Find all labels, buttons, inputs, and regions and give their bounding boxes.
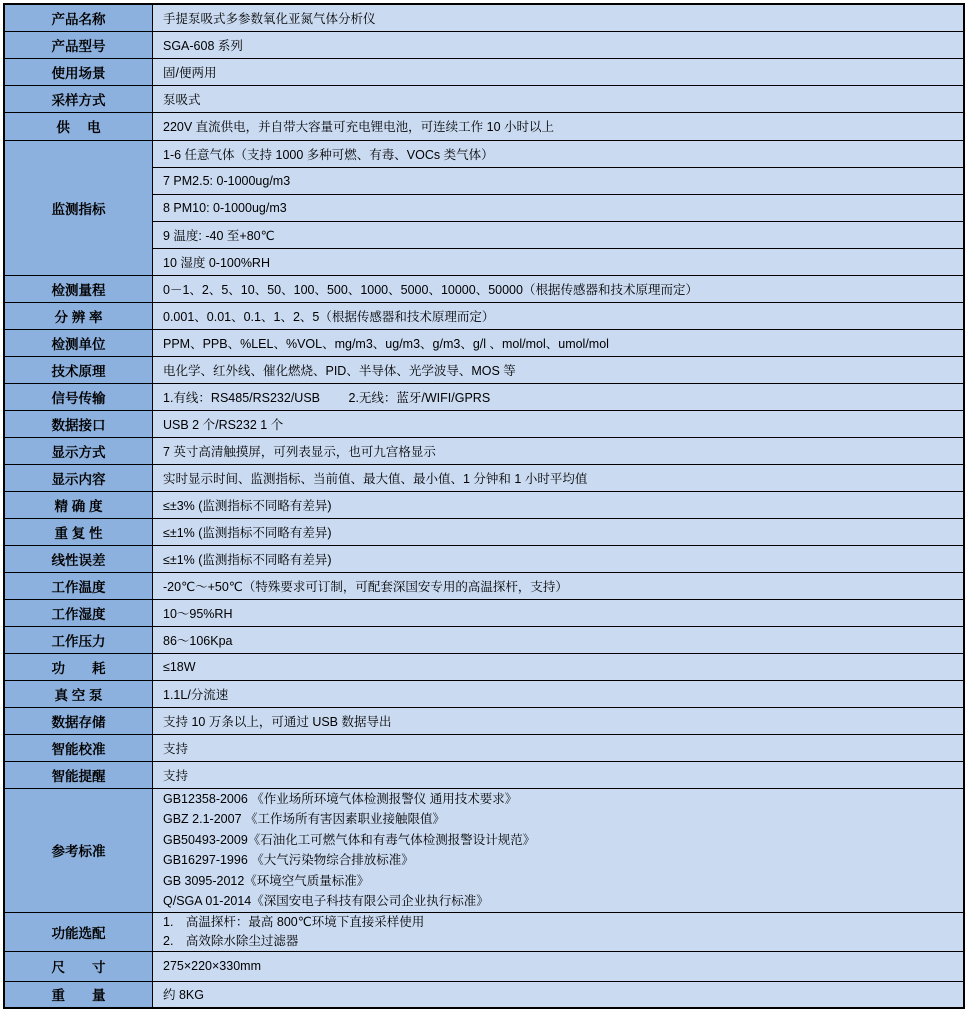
row-operating-pressure	[4, 626, 964, 653]
spec-label: 监测指标	[4, 140, 153, 275]
spec-value: 9 温度: -40 至+80℃	[153, 221, 965, 248]
spec-label: 检测量程	[4, 275, 153, 302]
spec-value: 1-6 任意气体（支持 1000 多种可燃、有毒、VOCs 类气体）	[153, 140, 965, 167]
spec-value: 0.001、0.01、0.1、1、2、5（根据传感器和技术原理而定）	[153, 302, 965, 329]
standard-line: GB12358-2006 《作业场所环境气体检测报警仪 通用技术要求》	[163, 791, 518, 806]
spec-value	[153, 788, 965, 912]
row-weight	[4, 981, 964, 1008]
row-linearity-error	[4, 545, 964, 572]
spec-value: 275×220×330mm	[153, 951, 965, 981]
row-power-supply	[4, 112, 964, 140]
spec-label: 供 电	[4, 112, 153, 140]
spec-label: 分 辨 率	[4, 302, 153, 329]
row-data-storage	[4, 707, 964, 734]
spec-value: 固/便两用	[153, 58, 965, 85]
spec-label: 智能提醒	[4, 761, 153, 788]
row-resolution	[4, 302, 964, 329]
row-smart-calibration	[4, 734, 964, 761]
spec-label: 采样方式	[4, 85, 153, 112]
standard-line: GB 3095-2012《环境空气质量标准》	[163, 873, 370, 888]
spec-label: 重 量	[4, 981, 153, 1008]
spec-label: 智能校准	[4, 734, 153, 761]
spec-value: ≤±1% (监测指标不同略有差异)	[153, 518, 965, 545]
row-dimensions	[4, 951, 964, 981]
spec-value	[153, 912, 965, 951]
spec-label: 真 空 泵	[4, 680, 153, 707]
spec-value: 8 PM10: 0-1000ug/m3	[153, 194, 965, 221]
spec-value: ≤±3% (监测指标不同略有差异)	[153, 491, 965, 518]
spec-label: 产品名称	[4, 4, 153, 31]
spec-value: 电化学、红外线、催化燃烧、PID、半导体、光学波导、MOS 等	[153, 356, 965, 383]
spec-value: -20℃～+50℃（特殊要求可订制，可配套深国安专用的高温探杆，支持）	[153, 572, 965, 599]
spec-value: 0－1、2、5、10、50、100、500、1000、5000、10000、50000（根据传感器和技术原理而定）	[153, 275, 965, 302]
spec-label: 重 复 性	[4, 518, 153, 545]
spec-value: USB 2 个/RS232 1 个	[153, 410, 965, 437]
row-detection-range	[4, 275, 964, 302]
spec-value: 支持 10 万条以上，可通过 USB 数据导出	[153, 707, 965, 734]
standard-line: GBZ 2.1-2007 《工作场所有害因素职业接触限值》	[163, 812, 445, 826]
spec-value: 10～95%RH	[153, 599, 965, 626]
option-line: 2. 高效除水除尘过滤器	[163, 933, 299, 948]
spec-value: 10 湿度 0-100%RH	[153, 248, 965, 275]
row-technical-principle	[4, 356, 964, 383]
row-power-consumption	[4, 653, 964, 680]
row-repeatability	[4, 518, 964, 545]
spec-value: 1.有线：RS485/RS232/USB 2.无线：蓝牙/WIFI/GPRS	[153, 383, 965, 410]
spec-label: 使用场景	[4, 58, 153, 85]
standard-line: GB16297-1996 《大气污染物综合排放标准》	[163, 853, 414, 867]
spec-value: SGA-608 系列	[153, 31, 965, 58]
option-line: 1. 高温探杆：最高 800℃环境下直接采样使用	[163, 914, 425, 929]
spec-label: 信号传输	[4, 383, 153, 410]
row-operating-humidity	[4, 599, 964, 626]
spec-label: 数据存储	[4, 707, 153, 734]
row-detection-unit	[4, 329, 964, 356]
spec-value: 7 英寸高清触摸屏，可列表显示，也可九宫格显示	[153, 437, 965, 464]
row-smart-reminder	[4, 761, 964, 788]
row-usage-scenario	[4, 58, 964, 85]
spec-value: 1.1L/分流速	[153, 680, 965, 707]
spec-value: PPM、PPB、%LEL、%VOL、mg/m3、ug/m3、g/m3、g/l 、mol/mol、umol/mol	[153, 329, 965, 356]
spec-label: 工作湿度	[4, 599, 153, 626]
row-operating-temperature	[4, 572, 964, 599]
spec-value: 220V 直流供电，并自带大容量可充电锂电池，可连续工作 10 小时以上	[153, 112, 965, 140]
spec-label: 功能选配	[4, 912, 153, 951]
spec-label: 检测单位	[4, 329, 153, 356]
spec-label: 工作温度	[4, 572, 153, 599]
spec-value: 86～106Kpa	[153, 626, 965, 653]
row-product-name	[4, 4, 964, 31]
spec-value: 支持	[153, 761, 965, 788]
spec-value: 泵吸式	[153, 85, 965, 112]
standard-line: Q/SGA 01-2014《深国安电子科技有限公司企业执行标准》	[163, 894, 489, 908]
spec-label: 参考标准	[4, 788, 153, 912]
row-monitoring-indicators	[4, 140, 964, 167]
spec-value: 约 8KG	[153, 981, 965, 1008]
row-product-model	[4, 31, 964, 58]
spec-label: 尺 寸	[4, 951, 153, 981]
row-vacuum-pump	[4, 680, 964, 707]
spec-value: 7 PM2.5: 0-1000ug/m3	[153, 167, 965, 194]
product-spec-table	[3, 3, 965, 1009]
row-optional-features	[4, 912, 964, 951]
spec-value: ≤18W	[153, 653, 965, 680]
spec-label: 功 耗	[4, 653, 153, 680]
spec-value: ≤±1% (监测指标不同略有差异)	[153, 545, 965, 572]
row-signal-transmission	[4, 383, 964, 410]
spec-label: 数据接口	[4, 410, 153, 437]
spec-label: 显示内容	[4, 464, 153, 491]
spec-value: 手提泵吸式多参数氧化亚氮气体分析仪	[153, 4, 965, 31]
row-display-mode	[4, 437, 964, 464]
spec-value: 实时显示时间、监测指标、当前值、最大值、最小值、1 分钟和 1 小时平均值	[153, 464, 965, 491]
standard-line: GB50493-2009《石油化工可燃气体和有毒气体检测报警设计规范》	[163, 832, 536, 847]
spec-label: 工作压力	[4, 626, 153, 653]
row-accuracy	[4, 491, 964, 518]
row-sampling-method	[4, 85, 964, 112]
spec-label: 线性误差	[4, 545, 153, 572]
spec-label: 技术原理	[4, 356, 153, 383]
row-display-content	[4, 464, 964, 491]
spec-value: 支持	[153, 734, 965, 761]
spec-label: 产品型号	[4, 31, 153, 58]
spec-label: 显示方式	[4, 437, 153, 464]
row-reference-standards	[4, 788, 964, 912]
row-data-interface	[4, 410, 964, 437]
spec-label: 精 确 度	[4, 491, 153, 518]
